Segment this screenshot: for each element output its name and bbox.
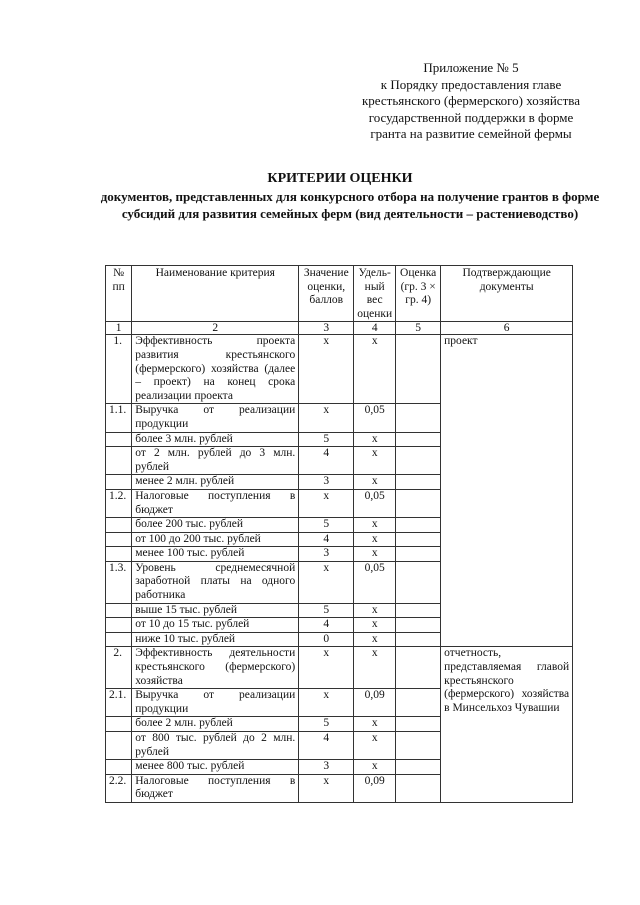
- score-cell: [396, 689, 441, 717]
- appendix-line-5: гранта на развитие семейной фермы: [370, 126, 572, 141]
- criterion-name: более 200 тыс. рублей: [132, 518, 299, 533]
- criterion-name: более 2 млн. рублей: [132, 717, 299, 732]
- row-number: 1.1.: [106, 404, 132, 432]
- weight-value: 0,09: [354, 774, 396, 802]
- criterion-name: ниже 10 тыс. рублей: [132, 632, 299, 647]
- header-weight: Удель-ный вес оценки: [354, 266, 396, 322]
- weight-value: х: [354, 547, 396, 562]
- score-value: 4: [299, 732, 354, 760]
- row-number: [106, 475, 132, 490]
- row-number: [106, 603, 132, 618]
- score-cell: [396, 547, 441, 562]
- criterion-name: от 800 тыс. рублей до 2 млн. рублей: [132, 732, 299, 760]
- weight-value: х: [354, 603, 396, 618]
- row-number: [106, 432, 132, 447]
- row-number: 2.: [106, 647, 132, 689]
- row-number: [106, 447, 132, 475]
- criterion-name: Эффективность деятельности крестьянского (фермерского) хозяйства: [132, 647, 299, 689]
- score-value: 3: [299, 547, 354, 562]
- criterion-name: Эффективность проекта развития крестьянского (фермерского) хозяйства (далее – проект) на конец срока реализации проекта: [132, 335, 299, 404]
- criterion-name: Уровень среднемесячной заработной платы на одного работника: [132, 561, 299, 603]
- score-value: 0: [299, 632, 354, 647]
- criteria-table: [105, 265, 573, 803]
- weight-value: х: [354, 518, 396, 533]
- criterion-name: более 3 млн. рублей: [132, 432, 299, 447]
- row-number: [106, 618, 132, 633]
- column-number: 3: [299, 322, 354, 335]
- weight-value: х: [354, 732, 396, 760]
- score-cell: [396, 561, 441, 603]
- header-docs: Подтверждающие документы: [441, 266, 573, 322]
- score-value: х: [299, 774, 354, 802]
- criterion-name: Налоговые поступления в бюджет: [132, 489, 299, 517]
- weight-value: х: [354, 760, 396, 775]
- row-number: [106, 732, 132, 760]
- column-number: 5: [396, 322, 441, 335]
- header-score: Оценка (гр. 3 × гр. 4): [396, 266, 441, 322]
- row-number: 1.: [106, 335, 132, 404]
- criterion-name: Выручка от реализации продукции: [132, 404, 299, 432]
- weight-value: х: [354, 475, 396, 490]
- score-cell: [396, 732, 441, 760]
- score-cell: [396, 760, 441, 775]
- weight-value: х: [354, 632, 396, 647]
- score-value: х: [299, 689, 354, 717]
- score-value: 4: [299, 532, 354, 547]
- score-value: 3: [299, 760, 354, 775]
- row-number: [106, 632, 132, 647]
- appendix-line-3: крестьянского (фермерского) хозяйства: [361, 93, 580, 108]
- criterion-name: от 2 млн. рублей до 3 млн. рублей: [132, 447, 299, 475]
- table-row: [106, 335, 573, 404]
- score-cell: [396, 774, 441, 802]
- score-cell: [396, 475, 441, 490]
- score-cell: [396, 647, 441, 689]
- appendix-block: [340, 60, 602, 143]
- column-number: 4: [354, 322, 396, 335]
- score-value: 5: [299, 518, 354, 533]
- score-value: 5: [299, 717, 354, 732]
- weight-value: х: [354, 432, 396, 447]
- header-name: Наименование критерия: [132, 266, 299, 322]
- weight-value: х: [354, 532, 396, 547]
- row-number: 1.3.: [106, 561, 132, 603]
- supporting-documents: проект: [441, 335, 573, 647]
- weight-value: 0,05: [354, 561, 396, 603]
- criterion-name: выше 15 тыс. рублей: [132, 603, 299, 618]
- criterion-name: менее 100 тыс. рублей: [132, 547, 299, 562]
- score-cell: [396, 532, 441, 547]
- table-body: [106, 335, 573, 803]
- score-cell: [396, 335, 441, 404]
- weight-value: х: [354, 647, 396, 689]
- criterion-name: менее 800 тыс. рублей: [132, 760, 299, 775]
- appendix-line-2: к Порядку предоставления главе: [380, 76, 562, 92]
- header-value: Значение оценки, баллов: [299, 266, 354, 322]
- criterion-name: менее 2 млн. рублей: [132, 475, 299, 490]
- score-cell: [396, 632, 441, 647]
- row-number: [106, 760, 132, 775]
- weight-value: 0,09: [354, 689, 396, 717]
- score-value: 5: [299, 603, 354, 618]
- score-cell: [396, 717, 441, 732]
- document-subtitle: документов, представленных для конкурсного отбора на получение грантов в форме субсидий для развития семейных ферм (вид деятельности – растениеводство): [100, 189, 600, 221]
- score-value: х: [299, 561, 354, 603]
- column-number-row: [106, 322, 573, 335]
- weight-value: 0,05: [354, 404, 396, 432]
- supporting-documents: отчетность, представляемая главой крестьянского (фермерского) хозяйства в Минсельхоз Чувашии: [441, 647, 573, 803]
- score-value: 3: [299, 475, 354, 490]
- criterion-name: от 100 до 200 тыс. рублей: [132, 532, 299, 547]
- row-number: [106, 532, 132, 547]
- score-cell: [396, 518, 441, 533]
- score-value: 4: [299, 447, 354, 475]
- row-number: [106, 518, 132, 533]
- criterion-name: от 10 до 15 тыс. рублей: [132, 618, 299, 633]
- table-row: [106, 647, 573, 689]
- row-number: 2.1.: [106, 689, 132, 717]
- appendix-line-4: государственной поддержки в форме: [368, 109, 574, 125]
- weight-value: х: [354, 447, 396, 475]
- header-num: № пп: [106, 266, 132, 322]
- score-value: 4: [299, 618, 354, 633]
- appendix-line-1: Приложение № 5: [423, 60, 519, 75]
- column-number: 6: [441, 322, 573, 335]
- score-cell: [396, 618, 441, 633]
- score-cell: [396, 404, 441, 432]
- row-number: 1.2.: [106, 489, 132, 517]
- weight-value: х: [354, 717, 396, 732]
- score-cell: [396, 432, 441, 447]
- column-number: 2: [132, 322, 299, 335]
- score-cell: [396, 489, 441, 517]
- score-value: 5: [299, 432, 354, 447]
- row-number: 2.2.: [106, 774, 132, 802]
- score-value: х: [299, 335, 354, 404]
- row-number: [106, 547, 132, 562]
- criterion-name: Выручка от реализации продукции: [132, 689, 299, 717]
- criterion-name: Налоговые поступления в бюджет: [132, 774, 299, 802]
- row-number: [106, 717, 132, 732]
- score-value: х: [299, 489, 354, 517]
- score-cell: [396, 447, 441, 475]
- weight-value: х: [354, 618, 396, 633]
- column-number: 1: [106, 322, 132, 335]
- score-value: х: [299, 404, 354, 432]
- table-header-row: [106, 266, 573, 322]
- score-cell: [396, 603, 441, 618]
- weight-value: 0,05: [354, 489, 396, 517]
- weight-value: х: [354, 335, 396, 404]
- document-title: КРИТЕРИИ ОЦЕНКИ: [267, 171, 413, 186]
- score-value: х: [299, 647, 354, 689]
